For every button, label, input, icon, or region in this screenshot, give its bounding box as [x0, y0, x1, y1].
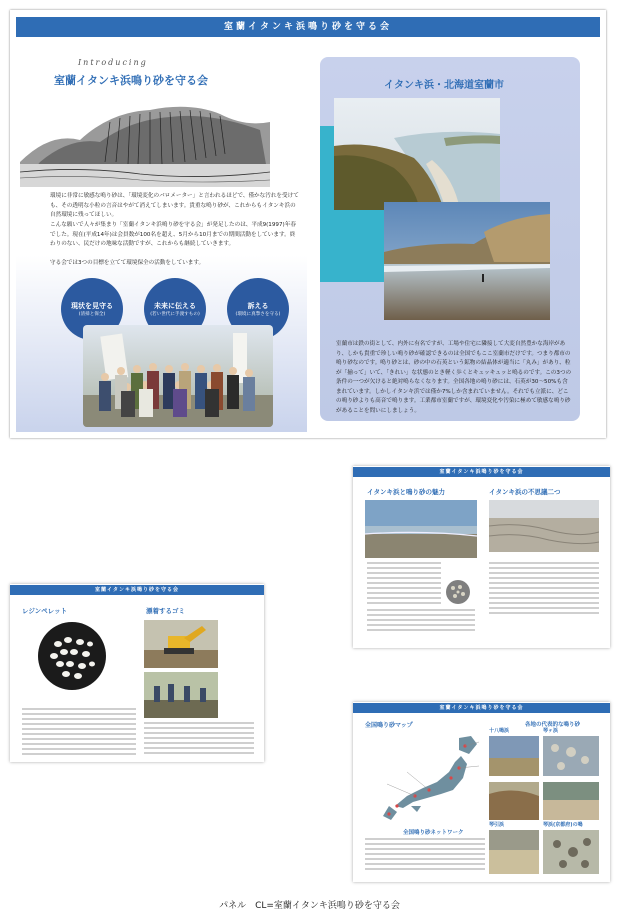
map-title: 全国鳴り砂マップ [365, 722, 413, 729]
panel-header: 室蘭イタンキ浜鳴り砂を守る会 [10, 585, 264, 595]
panel-national-map [353, 702, 610, 882]
sand-grain-closeup [443, 578, 473, 606]
section-title-mysteries: イタンキ浜の不思議二つ [489, 488, 561, 496]
mysteries-text-block [489, 562, 599, 617]
pellets-photo [36, 620, 108, 692]
photo-label-4: 琴浜(京都府)の鳴 [543, 822, 583, 828]
cleanup-photo [144, 672, 218, 718]
dune-photo [489, 500, 599, 552]
right-page-body: 室蘭市は鉄の街として、内外に有名ですが、工場や住宅に隣接して大変自然豊かな海岸があり、しかも貴重で珍しい鳴り砂が確認できるのは全国でもここ室蘭市だけです。つまり都市の鳴り砂なのです。鳴り砂とは、砂の中の石英という鉱物の結晶体が適当に「丸み」があり、粒が「揃って」いて、「きれい」な状態のとき軽く歩くとキュッキュッと鳴るのです。この3つの条件の一つが欠けると絶対鳴らなくなります。全国各地の鳴り砂には、石英が30〜50%も含まれています。しかしイタンキ浜では僅か7%しか含まれていません。それでも立派に、どこの鳴り砂よりも高音で鳴ります。工業都市室蘭ですが、環境変化や汚染に極めて敏感な鳴り砂があることを問いにしましょう。 [336, 341, 572, 414]
sand-photo-5 [489, 830, 539, 874]
group-photo [83, 325, 273, 427]
panel-header: 室蘭イタンキ浜鳴り砂を守る会 [16, 17, 600, 37]
sand-photo-1 [489, 736, 539, 776]
left-page [16, 40, 307, 432]
intro-paragraph-1: 環境に非常に敏感な鳴り砂は、「環境変化のバロメーター」と言われるほどで、僅かな汚れを受けても、その透明な小粒の言音はやがて消えてしまいます。貴重な鳴り砂が、これからもイタンキ浜の自然環境に残ってほしい。 [50, 193, 299, 218]
panel-main-spread [10, 10, 606, 438]
section-title-pellets: レジンペレット [22, 607, 68, 615]
figure-caption: パネル CL=室蘭イタンキ浜鳴り砂を守る会 [219, 901, 400, 911]
network-text-block [365, 838, 485, 873]
sand-photo-3 [489, 782, 539, 820]
photo-label-2: 琴ヶ浜 [543, 728, 559, 734]
beach-photo [365, 500, 477, 558]
sand-photo-6 [543, 830, 599, 874]
section-title-charm: イタンキ浜と鳴り砂の魅力 [367, 488, 445, 496]
charm-text-block-2 [367, 609, 475, 634]
section-title-trash: 漂着するゴミ [146, 607, 185, 615]
pellets-text-block [22, 708, 136, 758]
right-page [312, 40, 600, 432]
page-title: 室蘭イタンキ浜鳴り砂を守る会 [54, 74, 208, 87]
right-page-title: イタンキ浜・北海道室蘭市 [384, 80, 504, 91]
coast-photo-beach [384, 202, 550, 320]
excavator-photo [144, 620, 218, 668]
photos-title: 各地の代表的な鳴り砂 [525, 722, 581, 728]
intro-paragraph-2: こんな願いで人々が集まり「室蘭イタンキ浜鳴り砂を守る会」が発足したのは、平成9(1997)年春でした。現在(平成14年)は会員数が100名を超え、5月から10月までの期間活動をしています。終わりのない、民だけの地味な活動ですが、これからも継続していきます。 [50, 222, 296, 247]
network-title: 全国鳴り砂ネットワーク [403, 830, 464, 836]
sand-photo-2 [543, 736, 599, 776]
goal-circle-sublabel: (環境に真摯さを守る) [235, 311, 281, 317]
introducing-label: Introducing [78, 58, 148, 67]
charm-text-block [367, 562, 441, 607]
cliff-illustration [20, 92, 270, 187]
panel-resin-pellets [10, 584, 264, 762]
trash-text-block [144, 722, 254, 757]
goal-circle-sublabel: (清掃と保全) [78, 311, 106, 317]
japan-map [367, 732, 485, 824]
photo-label-1: 十八鳴浜 [489, 728, 510, 734]
panel-sand-charm [353, 466, 610, 648]
panel-header: 室蘭イタンキ浜鳴り砂を守る会 [353, 703, 610, 713]
goal-circle-label: 未来に伝える [154, 301, 196, 310]
goal-circle-sublabel: (若い世代に手渡すもの) [150, 311, 200, 317]
sand-photo-4 [543, 782, 599, 820]
photo-label-3: 琴引浜 [489, 822, 505, 828]
panel-header: 室蘭イタンキ浜鳴り砂を守る会 [353, 467, 610, 477]
coast-photo-aerial [334, 98, 500, 210]
goal-circle-label: 訴える [247, 301, 269, 310]
intro-paragraph-3: 守る会では3つの目標を立てて環境保全の活動をしています。 [50, 260, 205, 266]
goal-circle-label: 現状を見守る [71, 301, 113, 310]
